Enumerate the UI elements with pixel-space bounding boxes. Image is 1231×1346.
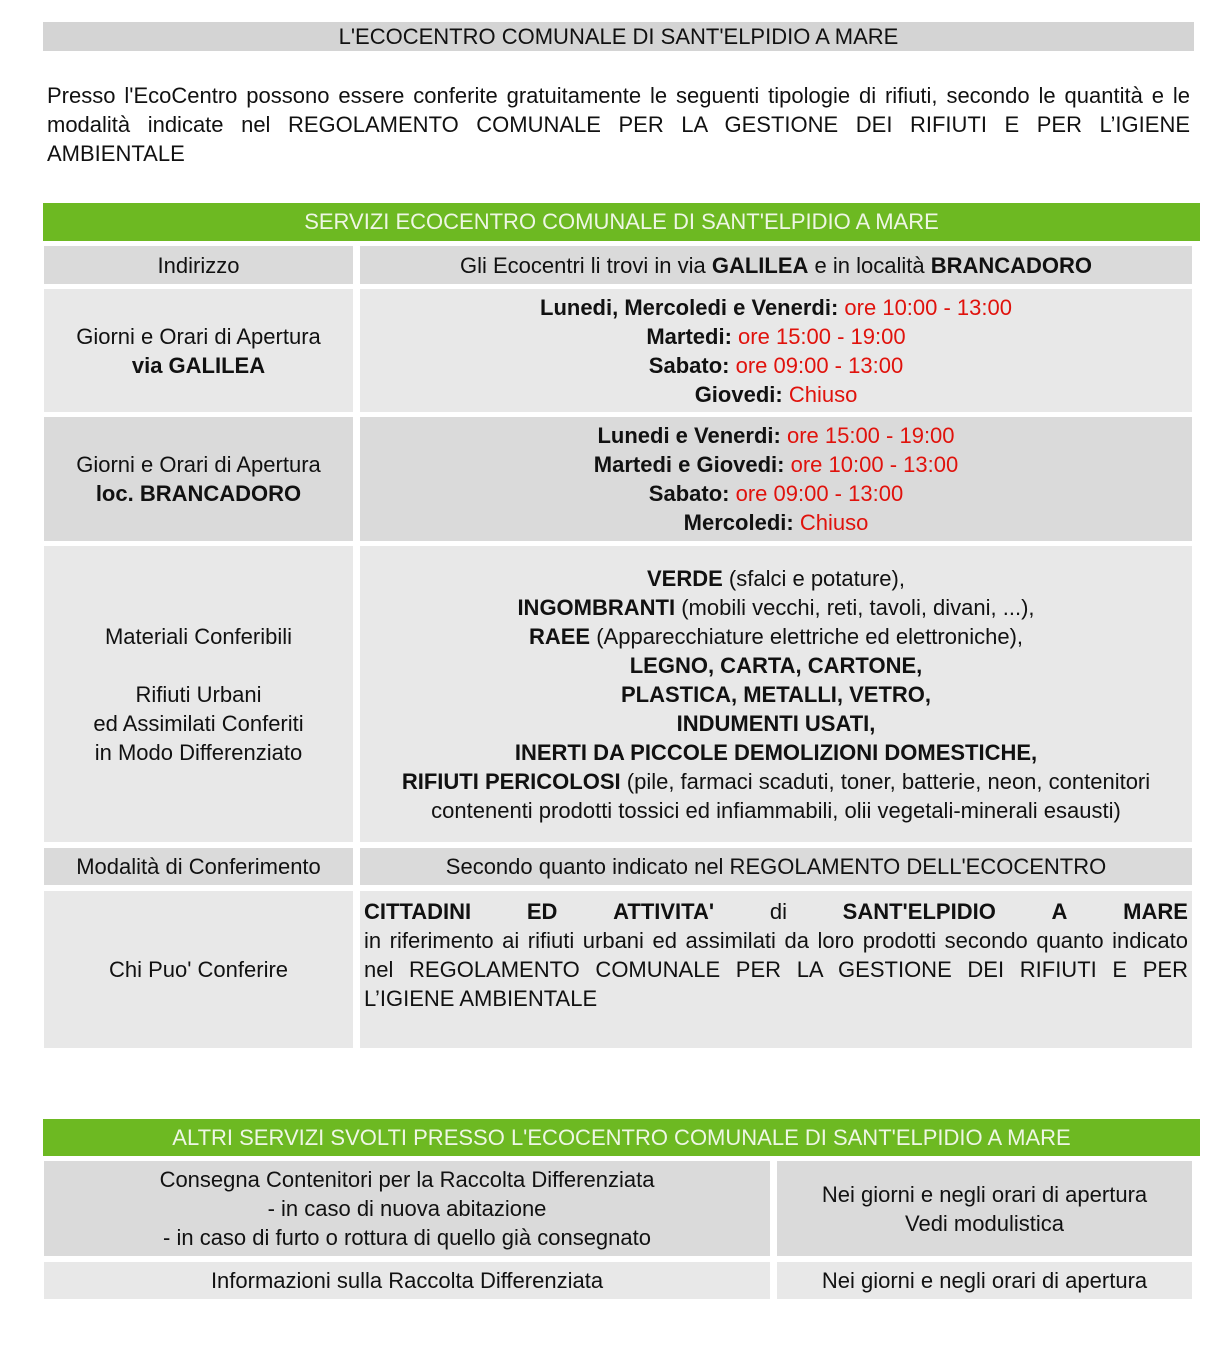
- indirizzo-loc-galilea: GALILEA: [711, 252, 809, 278]
- altri-row-1-value: [777, 1161, 1192, 1256]
- altri-value-line: Nei giorni e negli orari di apertura: [821, 1268, 1148, 1293]
- material-name: PLASTICA, METALLI, VETRO,: [620, 681, 932, 707]
- brancadoro-label-line2: loc. BRANCADORO: [95, 481, 302, 506]
- page-title: L'ECOCENTRO COMUNALE DI SANT'ELPIDIO A MARE: [43, 22, 1194, 51]
- material-item: [366, 622, 1186, 651]
- material-name: INGOMBRANTI: [517, 594, 676, 620]
- materiali-label: [44, 546, 353, 842]
- altri-service-line: - in caso di furto o rottura di quello già consegnato: [163, 1225, 651, 1250]
- material-item: [366, 738, 1186, 767]
- hours-time: ore 09:00 - 13:00: [735, 481, 904, 506]
- chi-head-line: [364, 897, 1188, 926]
- material-name: RAEE: [528, 623, 591, 649]
- modalita-label: Modalità di Conferimento: [44, 848, 353, 885]
- materiali-label-line2: Rifiuti Urbani: [135, 681, 262, 707]
- chi-head-word: CITTADINI: [364, 899, 472, 924]
- altri-row-2-value: [777, 1262, 1192, 1299]
- material-item: [366, 709, 1186, 738]
- hours-days: Martedi:: [646, 323, 732, 349]
- hours-days: Sabato:: [648, 481, 730, 506]
- indirizzo-text-mid: e in località: [808, 252, 931, 278]
- galilea-label-line1: Giorni e Orari di Apertura: [76, 323, 321, 349]
- hours-time: Chiuso: [799, 510, 869, 535]
- hours-time: ore 10:00 - 13:00: [844, 294, 1012, 320]
- hours-days: Mercoledi:: [683, 510, 794, 535]
- chi-value: [360, 891, 1192, 1048]
- altri-row-2-label: [44, 1262, 770, 1299]
- indirizzo-value: [360, 246, 1192, 284]
- chi-head-word: MARE: [1123, 899, 1188, 924]
- altri-row-1-label: [44, 1161, 770, 1256]
- material-name: RIFIUTI PERICOLOSI: [401, 768, 621, 794]
- hours-line: [594, 508, 958, 537]
- material-item: [366, 593, 1186, 622]
- intro-paragraph: Presso l'EcoCentro possono essere conferite gratuitamente le seguenti tipologie di rifiuti, secondo le quantità e le modalità indicate nel REGOLAMENTO COMUNALE PER LA GESTIONE DEI RIFIUTI E PER L’IGIENE AMBIENTALE: [47, 83, 1190, 166]
- material-name: INDUMENTI USATI,: [676, 710, 876, 736]
- hours-time: ore 15:00 - 19:00: [738, 323, 906, 349]
- hours-days: Lunedi e Venerdi:: [597, 423, 781, 448]
- hours-line: [540, 322, 1012, 351]
- indirizzo-loc-brancadoro: BRANCADORO: [930, 252, 1093, 278]
- materiali-label-line1: Materiali Conferibili: [104, 623, 293, 649]
- material-item: [366, 651, 1186, 680]
- hours-days: Martedi e Giovedi:: [593, 452, 785, 477]
- hours-line: [594, 450, 958, 479]
- services-table-header: SERVIZI ECOCENTRO COMUNALE DI SANT'ELPIDIO A MARE: [43, 203, 1200, 241]
- chi-head-word: ED: [526, 899, 558, 924]
- brancadoro-label: [44, 417, 353, 541]
- altri-value-line: Vedi modulistica: [905, 1210, 1064, 1236]
- indirizzo-text-pre: Gli Ecocentri li trovi in via: [459, 252, 712, 278]
- altri-service-line: - in caso di nuova abitazione: [267, 1196, 547, 1221]
- altri-servizi-header: ALTRI SERVIZI SVOLTI PRESSO L'ECOCENTRO COMUNALE DI SANT'ELPIDIO A MARE: [43, 1119, 1200, 1156]
- material-item: [366, 564, 1186, 593]
- material-item: [366, 680, 1186, 709]
- hours-days: Lunedi, Mercoledi e Venerdi:: [540, 294, 839, 320]
- chi-head-word: ATTIVITA': [613, 899, 715, 924]
- chi-head-word: SANT'ELPIDIO: [842, 899, 996, 924]
- hours-line: [594, 479, 958, 508]
- galilea-label: [44, 289, 353, 412]
- material-name: LEGNO, CARTA, CARTONE,: [629, 652, 923, 678]
- chi-label: Chi Puo' Conferire: [44, 891, 353, 1048]
- material-detail: (Apparecchiature elettriche ed elettroniche),: [590, 623, 1024, 649]
- hours-time: Chiuso: [788, 381, 858, 407]
- chi-head-word: di: [769, 899, 787, 924]
- hours-line: [540, 293, 1012, 322]
- hours-time: ore 10:00 - 13:00: [790, 452, 959, 477]
- hours-days: Giovedi:: [694, 381, 783, 407]
- indirizzo-label: Indirizzo: [44, 246, 353, 284]
- hours-line: [594, 421, 958, 450]
- material-detail: (sfalci e potature),: [722, 565, 905, 591]
- material-item: [366, 767, 1186, 825]
- altri-service-line: Consegna Contenitori per la Raccolta Differenziata: [159, 1167, 655, 1192]
- material-name: VERDE: [647, 565, 723, 591]
- modalita-value: Secondo quanto indicato nel REGOLAMENTO DELL'ECOCENTRO: [360, 848, 1192, 885]
- material-detail: (mobili vecchi, reti, tavoli, divani, ...),: [675, 594, 1035, 620]
- material-name: INERTI DA PICCOLE DEMOLIZIONI DOMESTICHE,: [514, 739, 1038, 765]
- chi-head-word: A: [1051, 899, 1068, 924]
- materiali-list: [360, 546, 1192, 842]
- material-detail: (pile, farmaci scaduti, toner, batterie, neon, contenitori contenenti prodotti tossici ed infiammabili, olii vegetali-minerali esausti): [431, 768, 1151, 823]
- chi-body: in riferimento ai rifiuti urbani ed assimilati da loro prodotti secondo quanto indicato nel REGOLAMENTO COMUNALE PER LA GESTIONE DEI RIFIUTI E PER L’IGIENE AMBIENTALE: [364, 928, 1188, 1011]
- galilea-hours: [360, 289, 1192, 412]
- hours-line: [540, 380, 1012, 409]
- brancadoro-label-line1: Giorni e Orari di Apertura: [76, 452, 321, 477]
- materiali-label-line3: ed Assimilati Conferiti: [93, 710, 304, 736]
- hours-line: [540, 351, 1012, 380]
- hours-days: Sabato:: [648, 352, 730, 378]
- brancadoro-hours: [360, 417, 1192, 541]
- galilea-label-line2: via GALILEA: [131, 352, 266, 378]
- materiali-label-line4: in Modo Differenziato: [94, 739, 303, 765]
- hours-time: ore 15:00 - 19:00: [786, 423, 955, 448]
- altri-value-line: Nei giorni e negli orari di apertura: [821, 1181, 1148, 1207]
- altri-service-line: Informazioni sulla Raccolta Differenziata: [210, 1268, 604, 1293]
- hours-time: ore 09:00 - 13:00: [735, 352, 904, 378]
